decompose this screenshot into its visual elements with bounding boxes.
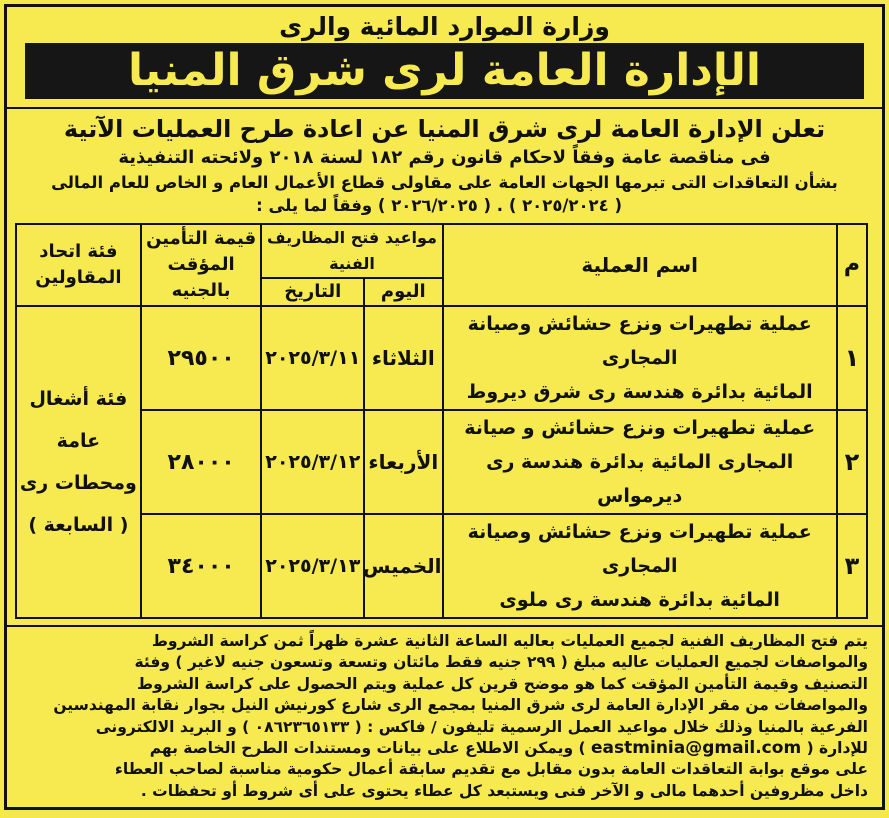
row-num: ٣	[837, 514, 867, 618]
terms-line: التصنيف وقيمة التأمين المؤقت كما هو موضح قرين كل عملية ويتم الحصول على كراسة الشروط	[136, 674, 868, 693]
terms-line: يتم فتح المظاريف الفنية لجميع العمليات بعاليه الساعة الثانية عشرة ظهراً ثمن كراسة الشروط	[151, 632, 868, 650]
intro-headline: تعلن الإدارة العامة لرى شرق المنيا عن اعادة طرح العمليات الآتية	[63, 115, 826, 143]
email-address: eastminia@gmail.com	[591, 738, 802, 759]
ministry-name: وزارة الموارد المائية والرى	[279, 12, 610, 41]
row-name-l2: المائية بدائرة هندسة رى ملوى	[499, 589, 780, 611]
table-row	[16, 410, 867, 514]
header-category	[16, 224, 141, 306]
row-name-l1: عملية تطهيرات ونزع حشائش وصيانة المجارى	[467, 313, 812, 369]
contractor-category	[16, 306, 141, 618]
terms-line	[21, 738, 868, 759]
row-insurance: ٣٤٠٠٠	[141, 514, 262, 618]
terms-paragraph	[7, 625, 882, 802]
row-num: ١	[837, 306, 867, 410]
intro-law: فى مناقصة عامة وفقاً لاحكام قانون رقم ١٨٢ لسنة ٢٠١٨ ولائحته التنفيذية	[118, 147, 771, 168]
row-num: ٢	[837, 410, 867, 514]
terms-line-before-email: للإدارة (	[806, 739, 868, 758]
row-insurance: ٢٩٥٠٠	[141, 306, 262, 410]
row-date: ٢٠٢٥/٣/١٢	[261, 410, 364, 514]
header-category-l1: فئة اتحاد	[39, 241, 118, 262]
row-name	[443, 306, 837, 410]
row-name	[443, 410, 837, 514]
row-name-l1: عملية تطهيرات ونزع حشائش و صيانة	[464, 417, 816, 439]
table-row	[16, 306, 867, 410]
terms-line: والمواصفات لجميع العمليات عاليه مبلغ ( ٢٩٩ جنيه فقط مائتان وتسعة وتسعون جنيه لاغير ) وفئة	[134, 653, 868, 672]
row-date: ٢٠٢٥/٣/١١	[261, 306, 364, 410]
header-num: م	[837, 224, 867, 306]
header-insurance-l2: المؤقت بالجنيه	[167, 254, 235, 301]
header-day: اليوم	[364, 278, 442, 306]
header-opening: مواعيد فتح المظاريف الفنية	[261, 224, 442, 278]
header-insurance-l1: قيمة التأمين	[146, 228, 257, 249]
row-name	[443, 514, 837, 618]
row-name-l2: المجارى المائية بدائرة هندسة رى ديرمواس	[486, 451, 794, 507]
row-insurance: ٢٨٠٠٠	[141, 410, 262, 514]
row-day: الخميس	[364, 514, 442, 618]
header-insurance	[141, 224, 262, 306]
intro-fiscal-year: ( ٢٠٢٥/٢٠٢٤ ) . ( ٢٠٢٦/٢٠٢٥ ) وفقاً لما يلى :	[256, 196, 622, 215]
terms-line: الفرعية بالمنيا وذلك خلال مواعيد العمل الرسمية تليفون / فاكس : ( ٠٨٦٢٣٦٥١٣٣ ) و البريد الالكترونى	[95, 717, 868, 736]
tender-announcement	[4, 4, 885, 810]
terms-line-after-email: ) ويمكن الاطلاع على بيانات ومستندات الطرح الخاصة بهم	[149, 739, 586, 758]
divider	[7, 107, 882, 109]
intro-scope: بشأن التعاقدات التى تبرمها الجهات العامة على مقاولى قطاع الأعمال العام و الخاص للعام المالى	[51, 173, 838, 192]
row-date: ٢٠٢٥/٣/١٣	[261, 514, 364, 618]
intro-block	[7, 113, 882, 217]
terms-line: على موقع بوابة التعاقدات العامة بدون مقابل مع تقديم سابقة أعمال حكومية مناسبة لصاحب العطاء	[114, 760, 868, 779]
category-l3: ومحطات رى	[19, 472, 137, 494]
header-date: التاريخ	[261, 278, 364, 306]
category-l4: ( السابعة )	[28, 514, 129, 536]
row-day: الثلاثاء	[364, 306, 442, 410]
row-day: الأربعاء	[364, 410, 442, 514]
row-name-l2: المائية بدائرة هندسة رى شرق ديروط	[466, 381, 813, 403]
header-category-l2: المقاولين	[35, 267, 122, 288]
row-name-l1: عملية تطهيرات ونزع حشائش وصيانة المجارى	[467, 521, 812, 577]
category-l2: عامة	[56, 430, 101, 452]
header-name: اسم العملية	[443, 224, 837, 306]
terms-line: داخل مظروفين أحدهما مالى و الآخر فنى ويستبعد كل عطاء يحتوى على أى شروط أو تحفظات .	[140, 781, 868, 800]
category-l1: فئة أشغال	[29, 388, 128, 410]
table-header-row	[16, 224, 867, 278]
terms-line: والمواصفات من مقر الإدارة العامة لرى شرق المنيا بمجمع الرى شارع كورنيش النيل بجوار نقابة المهندسين	[53, 696, 868, 715]
operations-table	[15, 223, 868, 619]
table-row	[16, 514, 867, 618]
department-banner: الإدارة العامة لرى شرق المنيا	[25, 43, 864, 99]
